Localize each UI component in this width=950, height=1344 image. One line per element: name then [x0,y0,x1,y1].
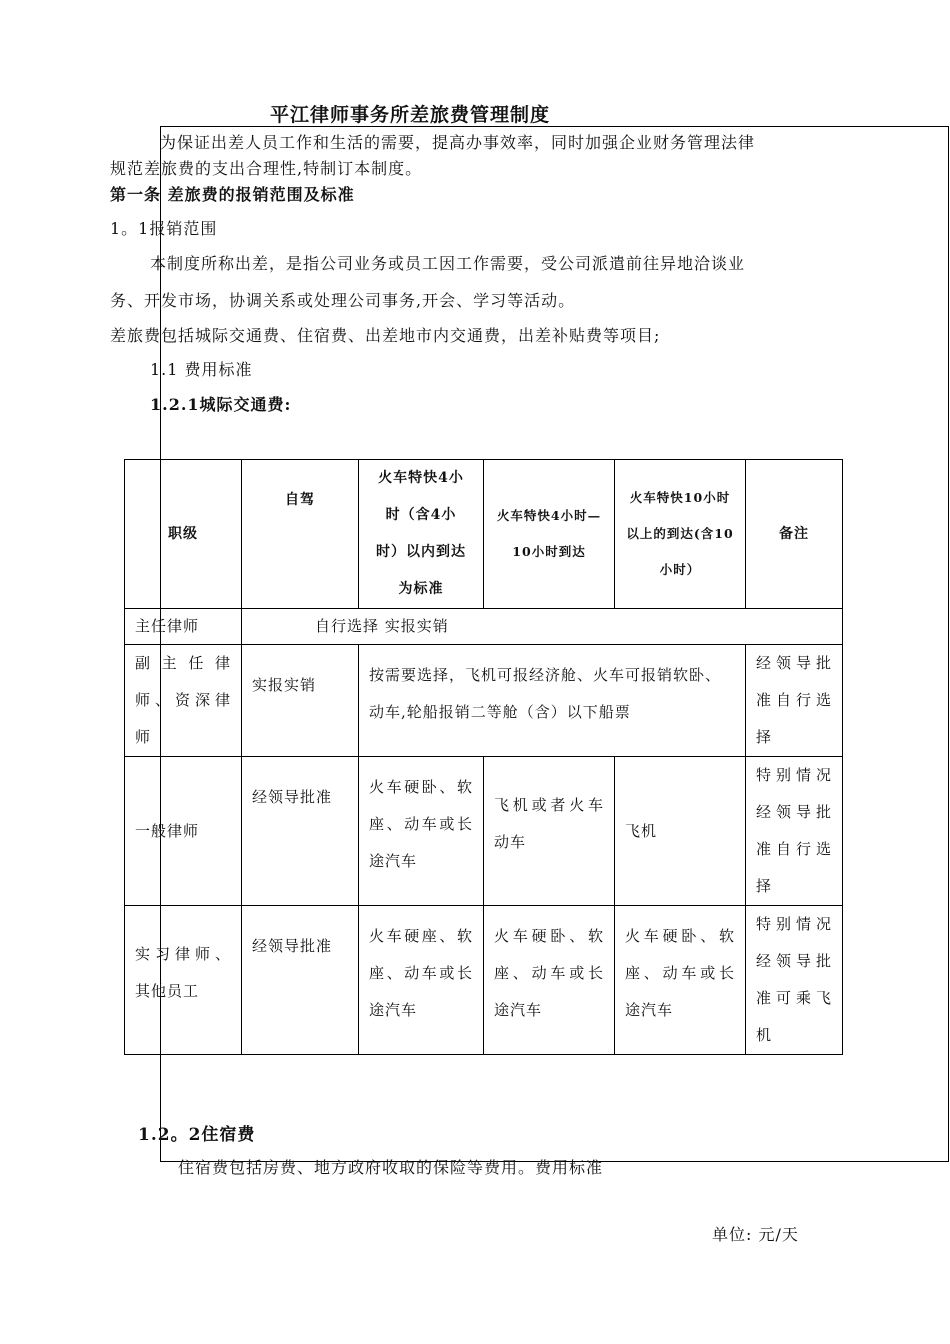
row2-remark: 经领导批 准自行选 择 [746,645,843,757]
table-header-row [125,460,843,609]
intro-line-2: 规范差旅费的支出合理性,特制订本制度。 [110,159,423,178]
row3-col-4-10h: 飞机或者火车 动车 [484,757,615,906]
para2: 差旅费包括城际交通费、住宿费、出差地市内交通费，出差补贴费等项目; [110,326,661,345]
section-fee-standard: 1.1 费用标准 [150,360,253,379]
row2-level: 副 主 任 律 师、资深律 师 [125,645,242,757]
header-self-drive: 自驾 [242,460,359,609]
section-1-2-2: 1.2。2住宿费 [138,1125,256,1145]
row2-self-drive: 实报实销 [242,645,359,757]
header-level: 职级 [125,460,242,609]
header-col-4h: 火车特快4小 时（含4小 时）以内到达 为标准 [359,460,484,609]
section-1-1: 1。1报销范围 [110,219,218,238]
header-remark: 备注 [746,460,843,609]
row3-col-10h: 飞机 [615,757,746,906]
page-title: 平江律师事务所差旅费管理制度 [270,104,551,126]
row4-col-10h: 火车硬卧、软 座、动车或长 途汽车 [615,906,746,1055]
table-row-general [125,757,843,906]
table-row-director [125,609,843,645]
row1-level: 主任律师 [125,609,242,645]
row4-remark: 特别情况 经领导批 准可乘飞 机 [746,906,843,1055]
row4-level: 实习律师、 其他员工 [125,906,242,1055]
intro-line-1: 为保证出差人员工作和生活的需要，提高办事效率，同时加强企业财务管理法律 [160,133,756,152]
row4-self-drive: 经领导批准 [242,906,359,1055]
row3-col-4h: 火车硬卧、软 座、动车或长 途汽车 [359,757,484,906]
lodging-text: 住宿费包括房费、地方政府收取的保险等费用。费用标准 [178,1158,604,1177]
row1-span: 自行选择 实报实销 [242,609,843,645]
row3-remark: 特别情况 经领导批 准自行选 择 [746,757,843,906]
table-row-deputy [125,645,843,757]
para1-line-1: 本制度所称出差，是指公司业务或员工因工作需要，受公司派遣前往异地洽谈业 [150,254,746,273]
table-row-intern [125,906,843,1055]
unit-label: 单位: 元/天 [712,1225,799,1244]
article1-heading: 第一条 差旅费的报销范围及标准 [110,185,355,204]
row2-span: 按需要选择，飞机可报经济舱、火车可报销软卧、 动车,轮船报销二等舱（含）以下船票 [359,645,746,757]
para1-line-2: 务、开发市场，协调关系或处理公司事务,开会、学习等活动。 [110,291,576,310]
row4-col-4-10h: 火车硬卧、软 座、动车或长 途汽车 [484,906,615,1055]
row4-col-4h: 火车硬座、软 座、动车或长 途汽车 [359,906,484,1055]
transport-standard-table [124,459,843,1055]
section-1-2-1: 1.2.1城际交通费: [150,395,292,414]
header-col-4-10h: 火车特快4小时— 10小时到达 [484,460,615,609]
row3-self-drive: 经领导批准 [242,757,359,906]
row3-level: 一般律师 [125,757,242,906]
header-col-10h: 火车特快10小时 以上的到达(含10 小时） [615,460,746,609]
